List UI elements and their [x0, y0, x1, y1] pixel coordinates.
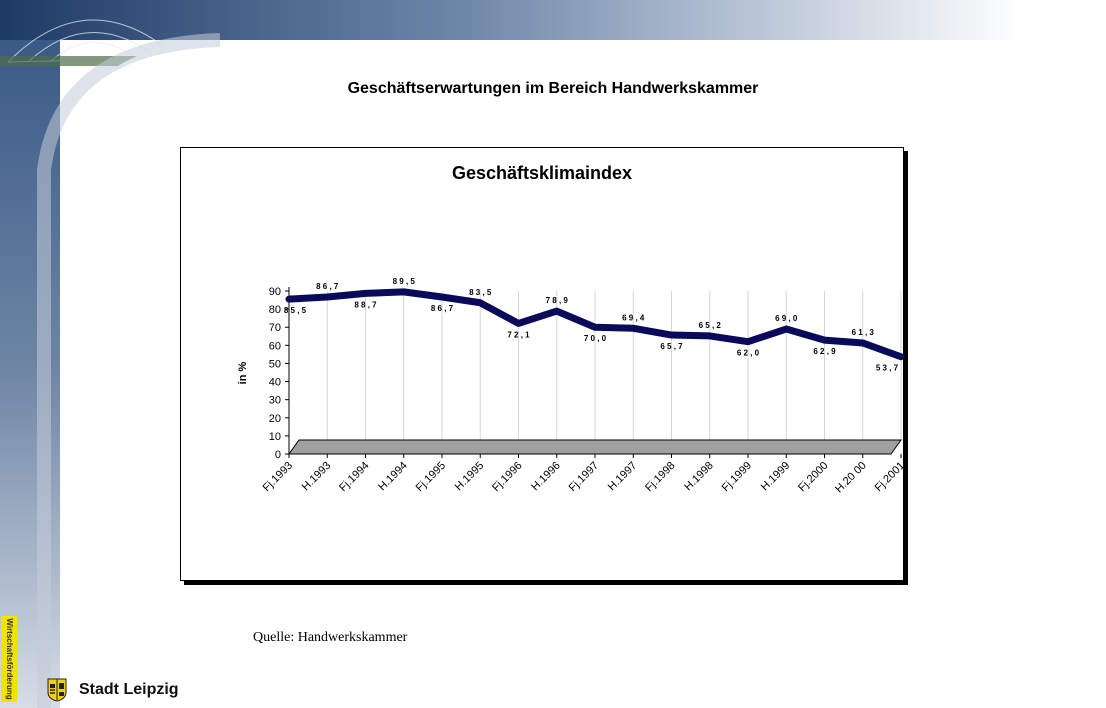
data-label: 6 5 , 2 — [698, 320, 721, 330]
source-note: Quelle: Handwerkskammer — [253, 630, 408, 645]
data-point — [440, 295, 444, 299]
data-point — [631, 326, 635, 330]
x-tick-label: Fj.1996 — [490, 459, 525, 495]
data-label: 8 6 , 7 — [316, 281, 339, 291]
x-tick-label: H.1994 — [376, 459, 410, 494]
y-tick-label: 20 — [268, 412, 281, 425]
x-tick-label: H.1999 — [758, 459, 793, 494]
chart-floor — [289, 440, 901, 454]
x-tick-label: Fj.1994 — [337, 459, 372, 495]
side-tab — [1, 616, 17, 702]
data-point — [861, 341, 865, 345]
x-tick-label: Fj.2001 — [872, 459, 908, 495]
x-tick-label: Fj.2000 — [796, 459, 831, 495]
x-tick-label: H.1996 — [529, 459, 563, 494]
city-brand — [47, 678, 179, 702]
data-point — [899, 355, 903, 359]
axes — [261, 286, 907, 495]
data-label: 8 9 , 5 — [392, 276, 415, 286]
data-point — [287, 297, 291, 301]
x-tick-label: H.1993 — [299, 459, 334, 494]
data-label: 8 8 , 7 — [354, 300, 377, 310]
data-label: 8 3 , 5 — [469, 287, 492, 297]
data-label: 6 9 , 4 — [622, 313, 645, 323]
x-tick-label: Fj.1995 — [413, 459, 449, 495]
data-point — [364, 291, 368, 295]
data-point — [517, 321, 521, 325]
y-tick-label: 90 — [268, 286, 281, 298]
y-tick-label: 0 — [274, 449, 281, 461]
x-tick-label: H.1998 — [682, 459, 716, 494]
data-label: 6 2 , 0 — [736, 348, 760, 358]
data-point — [746, 340, 750, 344]
data-point — [478, 301, 482, 305]
data-point — [823, 338, 827, 342]
y-tick-label: 40 — [268, 376, 281, 389]
data-point — [325, 295, 329, 299]
y-tick-label: 50 — [268, 358, 281, 371]
data-label: 7 0 , 0 — [583, 334, 607, 344]
gridlines — [289, 291, 901, 440]
data-label: 6 2 , 9 — [813, 347, 836, 357]
x-tick-label: H.1995 — [452, 459, 487, 494]
chart-title: Geschäftsklimaindex — [451, 163, 633, 183]
data-label: 6 9 , 0 — [775, 314, 798, 324]
x-tick-label: Fj.1993 — [260, 459, 296, 495]
brand-name: Stadt Leipzig — [79, 681, 179, 698]
y-axis-label: in % — [237, 361, 249, 385]
data-label: 5 3 , 7 — [875, 363, 899, 373]
y-tick-label: 10 — [268, 430, 281, 443]
data-point — [555, 309, 559, 313]
data-label: 8 6 , 7 — [430, 303, 454, 313]
y-tick-label: 60 — [268, 340, 281, 353]
x-tick-label: H.20 00 — [833, 459, 869, 496]
data-point — [784, 327, 788, 331]
x-tick-label: Fj.1997 — [566, 459, 602, 495]
slide-title: Geschäftserwartungen im Bereich Handwerkskammer — [347, 80, 759, 97]
data-label: 6 1 , 3 — [851, 327, 874, 337]
y-tick-label: 80 — [268, 304, 281, 317]
chart-floor-plane — [289, 440, 901, 454]
data-point — [593, 325, 597, 329]
chart-svg — [181, 148, 908, 580]
y-tick-label: 30 — [268, 394, 281, 407]
data-label: 7 2 , 1 — [507, 330, 530, 340]
x-tick-label: Fj.1999 — [719, 459, 755, 495]
data-label: 8 5 , 5 — [283, 306, 307, 316]
side-tab-label: Wirtschaftsförderung — [5, 618, 14, 700]
y-tick-label: 70 — [268, 322, 281, 335]
data-label: 6 5 , 7 — [660, 342, 683, 352]
data-point — [670, 333, 674, 337]
x-tick-label: Fj.1998 — [643, 459, 678, 495]
x-tick-label: H.1997 — [605, 459, 640, 494]
data-point — [708, 334, 712, 338]
leipzig-crest-icon — [47, 678, 67, 702]
data-point — [402, 290, 406, 294]
chart-frame — [180, 147, 908, 581]
data-label: 7 8 , 9 — [545, 296, 568, 306]
